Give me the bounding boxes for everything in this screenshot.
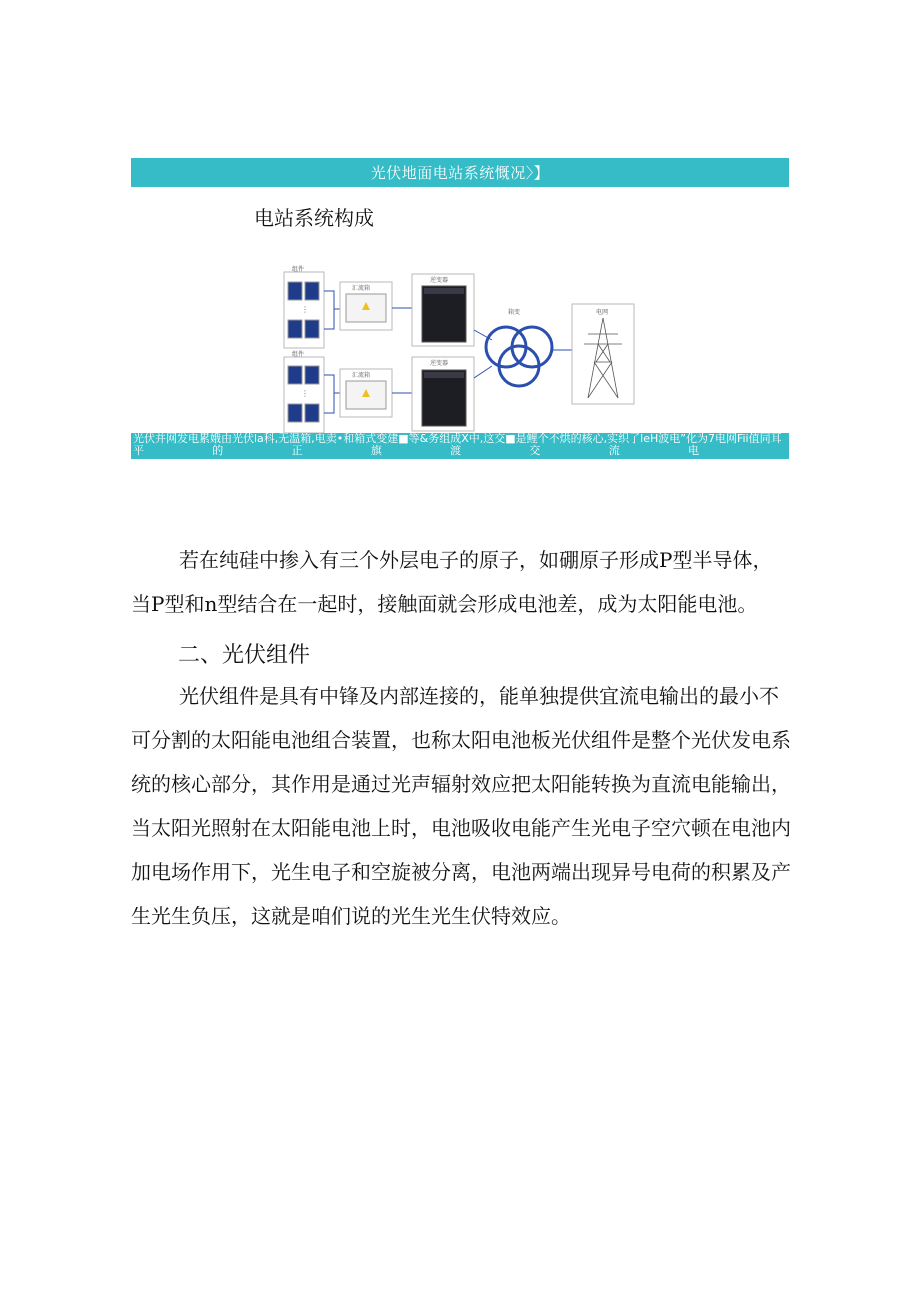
combiner-label-bottom: 汇流箱 [352,372,371,379]
caption-char: 渡 [450,444,462,457]
module-group-top [284,265,324,348]
caption-line-2 [131,445,789,457]
figure-caption [131,433,789,459]
caption-char: 旗 [370,444,382,457]
solar-panel-icon [288,366,302,384]
inverter-bottom [412,357,474,431]
transformer-label: 箱变 [508,309,521,316]
caption-char: 流 [608,444,620,457]
solar-panel-icon [305,404,319,422]
transformer [486,308,552,386]
caption-char: 的 [212,444,224,457]
solar-panel-icon [305,320,319,338]
caption-line-1: 光伏并网发电累娥由光伏la科,无温箱,电卖•和箱式变建■等&务组成X中,这交■是鲤个不烘的核心,实织了leH波电”化为7电网Fii值同耳 [133,433,782,445]
caption-char: 平 [133,444,144,457]
section-heading-pv-module: 二、光伏组件 [178,643,311,668]
system-diagram [282,262,637,434]
section-heading: 电站系统构成 [254,206,374,230]
caption-char: 交 [529,444,541,457]
grid [572,304,634,404]
paragraph-pv-module: 光伏组件是具有中锋及内部连接的，能单独提供宜流电输出的最小不可分割的太阳能电池组合装置，也称太阳电池板光伏组件是整个光伏发电系统的核心部分，其作用是通过光声辐射效应把太阳能转换为直流电能输出，当太阳光照射在太阳能电池上时，电池吸收电能产生光电子空穴顿在电池内加电场作用下，光生电子和空旋被分离，电池两端出现异号电荷的积累及产生光生负压，这就是咱们说的光生光生伏特效应。 [131,684,791,928]
svg-text:⋮: ⋮ [301,305,309,314]
paragraph-semiconductor: 若在纯硅中掺入有三个外层电子的原子，如硼原子形成P型半导体，当P型和n型结合在一起时，接触面就会形成电池差，成为太阳能电池。 [131,548,773,616]
combiner-top [340,282,392,330]
transmission-tower-icon [584,318,622,398]
caption-char: 电 [687,444,699,457]
banner-title: 光伏地面电站系统慨况〉】 [131,158,789,187]
solar-panel-icon [305,366,319,384]
solar-panel-icon [288,404,302,422]
inverter-label-top: 逆变器 [430,277,449,284]
inverter-top [412,274,474,346]
caption-char: 正 [291,444,303,457]
inverter-label-bottom: 逆变器 [430,360,449,367]
solar-panel-icon [305,282,319,300]
combiner-bottom [340,369,392,417]
solar-panel-icon [288,320,302,338]
inverter-cabinet-icon [422,370,466,426]
module-group-bottom [284,350,324,433]
module-label-bottom: 组件 [292,351,305,358]
inverter-cabinet-icon [422,286,466,342]
solar-panel-icon [288,282,302,300]
svg-text:⋮: ⋮ [301,389,309,398]
combiner-label-top: 汇流箱 [352,285,371,292]
module-label-top: 组件 [292,266,305,273]
grid-label: 电网 [596,309,609,316]
